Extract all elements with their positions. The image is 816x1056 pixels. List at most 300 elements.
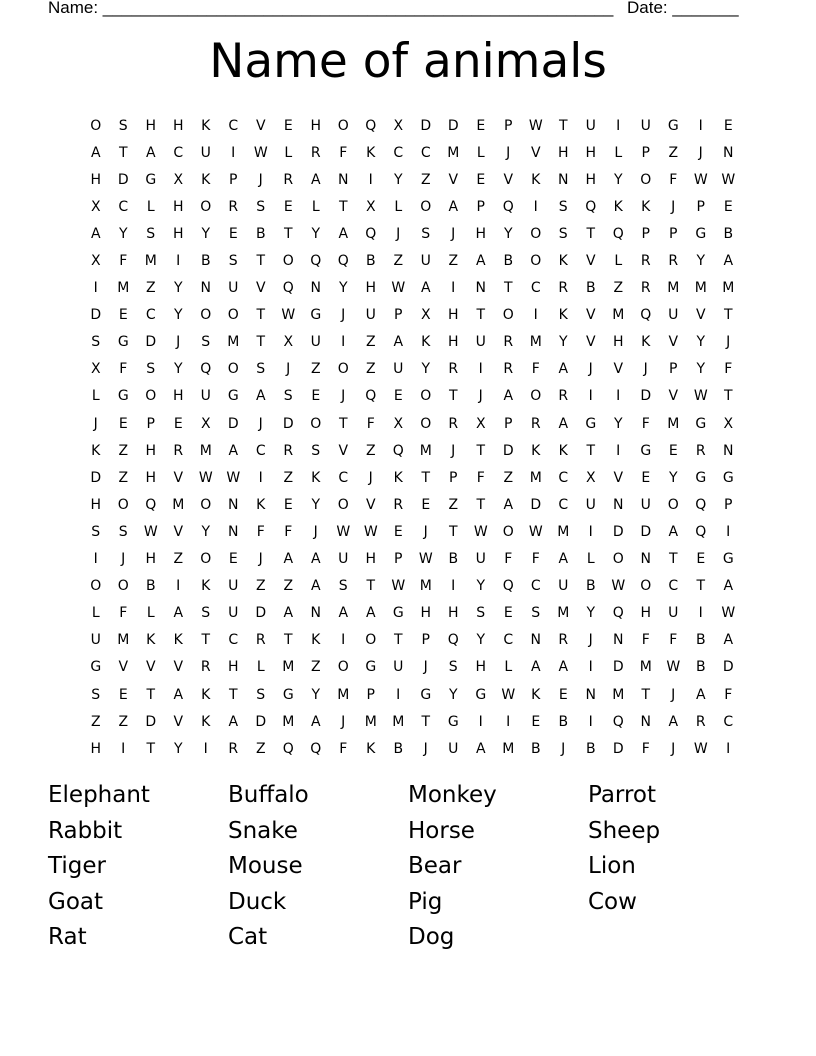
grid-letter: P — [229, 171, 238, 188]
grid-letter: C — [530, 280, 541, 297]
grid-letter: F — [669, 171, 678, 188]
grid-letter: R — [173, 442, 184, 459]
grid-letter: O — [640, 578, 652, 595]
grid-letter: R — [668, 253, 679, 270]
grid-letter: O — [337, 659, 349, 676]
grid-letter: P — [394, 551, 403, 568]
grid-letter: H — [145, 117, 157, 134]
grid-letter: V — [613, 361, 624, 378]
word-bank-item: Tiger — [48, 853, 106, 880]
grid-letter: Y — [393, 171, 403, 188]
grid-letter: H — [640, 605, 652, 622]
grid-letter: V — [668, 334, 679, 351]
grid-letter: S — [91, 686, 101, 703]
grid-letter: K — [201, 713, 211, 730]
grid-letter: F — [669, 632, 678, 649]
grid-letter: P — [476, 198, 485, 215]
grid-letter: B — [365, 253, 376, 270]
grid-letter: T — [448, 523, 458, 540]
word-bank-item: Mouse — [228, 853, 303, 880]
grid-letter: L — [614, 253, 623, 270]
grid-letter: K — [311, 632, 321, 649]
grid-letter: S — [146, 225, 156, 242]
grid-letter: V — [173, 469, 184, 486]
grid-letter: Y — [173, 361, 183, 378]
word-bank-item: Dog — [408, 924, 455, 951]
grid-letter: A — [393, 334, 404, 351]
grid-letter: R — [283, 171, 294, 188]
grid-letter: S — [421, 225, 431, 242]
grid-letter: J — [341, 307, 346, 324]
grid-letter: D — [447, 117, 459, 134]
grid-row — [82, 139, 742, 166]
grid-letter: I — [451, 578, 456, 595]
grid-letter: Y — [421, 361, 431, 378]
grid-letter: D — [145, 713, 157, 730]
grid-letter: M — [639, 659, 652, 676]
grid-letter: W — [391, 578, 406, 595]
grid-letter: U — [200, 144, 211, 161]
grid-letter: R — [393, 496, 404, 513]
grid-letter: S — [91, 523, 101, 540]
grid-letter: I — [506, 713, 511, 730]
grid-letter: B — [585, 740, 596, 757]
grid-letter: E — [118, 415, 128, 432]
grid-letter: M — [612, 307, 625, 324]
grid-letter: T — [338, 415, 348, 432]
grid-letter: M — [612, 686, 625, 703]
grid-letter: J — [451, 442, 456, 459]
grid-letter: F — [724, 686, 733, 703]
grid-letter: B — [695, 659, 706, 676]
grid-letter: W — [721, 605, 736, 622]
grid-letter: V — [503, 171, 514, 188]
grid-letter: U — [228, 280, 239, 297]
grid-letter: E — [283, 496, 293, 513]
grid-letter: U — [365, 307, 376, 324]
grid-letter: X — [90, 198, 101, 215]
grid-letter: V — [255, 280, 266, 297]
grid-letter: Y — [173, 280, 183, 297]
grid-letter: R — [255, 632, 266, 649]
grid-letter: J — [643, 361, 648, 378]
word-bank-item: Buffalo — [228, 782, 309, 808]
grid-letter: K — [201, 171, 211, 188]
grid-row — [82, 275, 742, 302]
grid-letter: J — [396, 225, 401, 242]
grid-letter: I — [341, 632, 346, 649]
grid-letter: A — [475, 740, 486, 757]
grid-letter: U — [228, 578, 239, 595]
grid-letter: F — [119, 361, 128, 378]
grid-letter: O — [90, 578, 102, 595]
grid-letter: W — [281, 307, 296, 324]
grid-letter: H — [557, 144, 569, 161]
grid-letter: C — [393, 144, 404, 161]
grid-letter: I — [698, 605, 703, 622]
grid-letter: I — [451, 280, 456, 297]
grid-letter: G — [392, 605, 404, 622]
grid-letter: G — [695, 469, 707, 486]
grid-letter: H — [227, 659, 239, 676]
grid-letter: I — [616, 117, 621, 134]
grid-row — [82, 735, 742, 762]
grid-letter: Q — [392, 442, 404, 459]
word-bank-item: Goat — [48, 888, 104, 915]
grid-letter: K — [256, 496, 266, 513]
grid-letter: D — [117, 171, 129, 188]
grid-letter: Z — [118, 442, 129, 459]
grid-letter: I — [616, 442, 621, 459]
grid-letter: T — [283, 225, 293, 242]
grid-letter: Z — [613, 280, 624, 297]
grid-letter: X — [173, 171, 184, 188]
grid-letter: H — [475, 659, 487, 676]
grid-letter: F — [476, 469, 485, 486]
grid-letter: F — [531, 551, 540, 568]
grid-row — [82, 166, 742, 193]
grid-letter: N — [640, 551, 651, 568]
grid-letter: Q — [585, 198, 597, 215]
grid-letter: T — [476, 307, 486, 324]
grid-letter: D — [612, 740, 624, 757]
grid-letter: H — [90, 496, 102, 513]
grid-letter: U — [475, 334, 486, 351]
grid-letter: I — [93, 280, 98, 297]
grid-letter: D — [640, 523, 652, 540]
grid-letter: I — [176, 253, 181, 270]
grid-letter: R — [200, 659, 211, 676]
grid-letter: O — [200, 551, 212, 568]
grid-letter: B — [558, 713, 569, 730]
grid-letter: Z — [448, 253, 459, 270]
grid-letter: N — [585, 686, 596, 703]
grid-letter: Y — [338, 280, 348, 297]
grid-letter: U — [420, 253, 431, 270]
grid-letter: H — [145, 469, 157, 486]
grid-letter: V — [365, 496, 376, 513]
grid-letter: K — [91, 442, 101, 459]
grid-letter: O — [200, 496, 212, 513]
grid-letter: Z — [365, 334, 376, 351]
grid-letter: R — [448, 415, 459, 432]
grid-letter: V — [585, 334, 596, 351]
grid-letter: E — [118, 686, 128, 703]
grid-letter: Y — [201, 523, 211, 540]
word-bank-item: Rabbit — [48, 817, 123, 844]
grid-letter: A — [723, 253, 734, 270]
grid-letter: Z — [365, 442, 376, 459]
grid-letter: H — [365, 551, 377, 568]
grid-row — [82, 546, 742, 573]
grid-letter: J — [698, 144, 703, 161]
grid-letter: Q — [365, 117, 377, 134]
grid-letter: W — [611, 578, 626, 595]
grid-letter: M — [419, 442, 432, 459]
grid-letter: Z — [310, 361, 321, 378]
grid-letter: I — [396, 686, 401, 703]
grid-row — [82, 491, 742, 518]
grid-letter: W — [363, 523, 378, 540]
grid-letter: A — [503, 388, 514, 405]
grid-letter: S — [311, 442, 321, 459]
grid-letter: T — [256, 307, 266, 324]
grid-letter: O — [117, 496, 129, 513]
grid-letter: W — [666, 659, 681, 676]
word-bank — [48, 778, 768, 956]
grid-letter: Z — [448, 496, 459, 513]
grid-letter: T — [723, 388, 733, 405]
grid-letter: M — [199, 442, 212, 459]
grid-letter: A — [90, 144, 101, 161]
grid-letter: B — [723, 225, 734, 242]
grid-letter: B — [200, 253, 211, 270]
grid-letter: P — [394, 307, 403, 324]
grid-letter: G — [227, 388, 239, 405]
grid-letter: W — [198, 469, 213, 486]
grid-letter: K — [531, 171, 541, 188]
grid-letter: E — [641, 469, 651, 486]
grid-letter: R — [558, 388, 569, 405]
grid-letter: R — [448, 361, 459, 378]
grid-letter: J — [176, 334, 181, 351]
grid-letter: J — [258, 551, 263, 568]
grid-letter: R — [530, 415, 541, 432]
grid-letter: N — [613, 632, 624, 649]
grid-letter: A — [310, 551, 321, 568]
grid-letter: Q — [310, 253, 322, 270]
grid-letter: G — [722, 551, 734, 568]
grid-letter: E — [283, 117, 293, 134]
grid-letter: U — [200, 388, 211, 405]
grid-letter: C — [255, 442, 266, 459]
grid-letter: M — [529, 334, 542, 351]
grid-letter: H — [172, 198, 184, 215]
grid-letter: Y — [311, 225, 321, 242]
grid-letter: Y — [118, 225, 128, 242]
grid-letter: M — [557, 605, 570, 622]
grid-letter: Q — [282, 740, 294, 757]
grid-row — [82, 654, 742, 681]
grid-letter: P — [449, 469, 458, 486]
grid-letter: E — [696, 551, 706, 568]
grid-letter: C — [668, 578, 679, 595]
grid-letter: P — [421, 632, 430, 649]
grid-letter: M — [337, 686, 350, 703]
grid-letter: V — [255, 117, 266, 134]
grid-letter: G — [722, 469, 734, 486]
grid-letter: C — [118, 198, 129, 215]
grid-letter: R — [558, 632, 569, 649]
grid-letter: I — [341, 334, 346, 351]
grid-letter: S — [256, 686, 266, 703]
grid-letter: Y — [586, 605, 596, 622]
grid-letter: M — [172, 496, 185, 513]
grid-row — [82, 193, 742, 220]
word-bank-item: Snake — [228, 817, 298, 844]
grid-letter: K — [531, 686, 541, 703]
grid-letter: H — [585, 144, 597, 161]
grid-letter: P — [641, 144, 650, 161]
grid-letter: Y — [311, 686, 321, 703]
grid-row — [82, 302, 742, 329]
grid-letter: F — [724, 361, 733, 378]
grid-letter: Z — [283, 469, 294, 486]
grid-letter: K — [201, 117, 211, 134]
grid-letter: E — [228, 551, 238, 568]
grid-letter: L — [394, 198, 403, 215]
grid-letter: E — [393, 523, 403, 540]
grid-letter: M — [667, 415, 680, 432]
grid-letter: T — [476, 442, 486, 459]
grid-letter: I — [588, 388, 593, 405]
grid-letter: D — [227, 415, 239, 432]
grid-letter: W — [693, 388, 708, 405]
grid-letter: F — [284, 523, 293, 540]
grid-letter: I — [176, 578, 181, 595]
grid-letter: A — [173, 686, 184, 703]
grid-letter: Q — [365, 225, 377, 242]
grid-letter: H — [447, 334, 459, 351]
grid-letter: M — [502, 740, 515, 757]
grid-letter: P — [669, 225, 678, 242]
grid-row — [82, 518, 742, 545]
grid-letter: Z — [173, 551, 184, 568]
grid-letter: S — [338, 578, 348, 595]
grid-letter: D — [282, 415, 294, 432]
grid-letter: X — [475, 415, 486, 432]
grid-letter: J — [258, 415, 263, 432]
grid-letter: Q — [612, 713, 624, 730]
grid-letter: O — [227, 361, 239, 378]
word-bank-item: Lion — [588, 853, 636, 880]
grid-letter: T — [421, 469, 431, 486]
grid-letter: A — [310, 578, 321, 595]
grid-letter: T — [256, 334, 266, 351]
grid-letter: K — [558, 253, 568, 270]
grid-letter: Y — [503, 225, 513, 242]
grid-letter: I — [726, 523, 731, 540]
grid-letter: M — [117, 632, 130, 649]
word-bank-item: Sheep — [588, 817, 661, 844]
grid-letter: K — [641, 334, 651, 351]
grid-letter: N — [723, 442, 734, 459]
grid-letter: F — [119, 253, 128, 270]
grid-letter: D — [640, 388, 652, 405]
grid-letter: A — [558, 551, 569, 568]
date-field: Date: _______ — [627, 0, 739, 17]
grid-letter: R — [310, 144, 321, 161]
grid-letter: E — [393, 388, 403, 405]
grid-letter: O — [530, 225, 542, 242]
grid-letter: U — [585, 496, 596, 513]
grid-letter: N — [613, 496, 624, 513]
grid-letter: R — [695, 713, 706, 730]
grid-letter: I — [533, 198, 538, 215]
grid-letter: U — [668, 307, 679, 324]
grid-letter: O — [117, 578, 129, 595]
grid-letter: L — [284, 144, 293, 161]
grid-letter: T — [366, 578, 376, 595]
grid-letter: Y — [476, 632, 486, 649]
grid-letter: Q — [640, 307, 652, 324]
grid-letter: I — [726, 740, 731, 757]
grid-letter: I — [478, 713, 483, 730]
grid-letter: N — [475, 280, 486, 297]
grid-letter: D — [90, 307, 102, 324]
grid-letter: E — [476, 117, 486, 134]
grid-letter: L — [91, 605, 100, 622]
grid-letter: W — [693, 740, 708, 757]
grid-letter: R — [503, 361, 514, 378]
grid-letter: V — [585, 253, 596, 270]
grid-letter: O — [502, 307, 514, 324]
grid-letter: S — [256, 198, 266, 215]
grid-letter: W — [721, 171, 736, 188]
grid-letter: A — [668, 523, 679, 540]
grid-letter: M — [557, 523, 570, 540]
grid-letter: T — [696, 578, 706, 595]
grid-letter: A — [420, 280, 431, 297]
grid-letter: T — [641, 686, 651, 703]
grid-letter: E — [503, 605, 513, 622]
grid-row — [82, 573, 742, 600]
grid-letter: E — [283, 198, 293, 215]
grid-letter: K — [311, 469, 321, 486]
grid-letter: I — [616, 388, 621, 405]
grid-letter: Y — [696, 334, 706, 351]
grid-letter: D — [612, 659, 624, 676]
grid-letter: K — [613, 198, 623, 215]
grid-letter: J — [423, 659, 428, 676]
grid-letter: U — [585, 117, 596, 134]
grid-letter: W — [528, 523, 543, 540]
grid-letter: K — [558, 307, 568, 324]
grid-letter: G — [695, 415, 707, 432]
grid-letter: C — [558, 469, 569, 486]
grid-letter: T — [586, 225, 596, 242]
grid-letter: R — [640, 253, 651, 270]
grid-letter: J — [93, 415, 98, 432]
grid-letter: S — [476, 605, 486, 622]
grid-letter: L — [311, 198, 320, 215]
grid-letter: U — [228, 605, 239, 622]
grid-letter: K — [393, 469, 403, 486]
grid-letter: Z — [503, 469, 514, 486]
grid-letter: V — [118, 659, 129, 676]
grid-row — [82, 708, 742, 735]
grid-letter: D — [612, 523, 624, 540]
grid-letter: C — [228, 632, 239, 649]
grid-letter: H — [365, 280, 377, 297]
grid-letter: N — [723, 144, 734, 161]
grid-letter: J — [451, 225, 456, 242]
word-bank-item: Cat — [228, 924, 268, 951]
grid-letter: F — [641, 415, 650, 432]
grid-letter: R — [695, 442, 706, 459]
grid-letter: F — [339, 144, 348, 161]
grid-letter: Q — [502, 198, 514, 215]
grid-letter: J — [286, 361, 291, 378]
grid-letter: K — [366, 144, 376, 161]
grid-letter: S — [118, 117, 128, 134]
grid-letter: P — [641, 225, 650, 242]
grid-letter: V — [173, 523, 184, 540]
grid-letter: W — [253, 144, 268, 161]
grid-letter: U — [475, 551, 486, 568]
grid-letter: W — [501, 686, 516, 703]
grid-letter: O — [530, 388, 542, 405]
